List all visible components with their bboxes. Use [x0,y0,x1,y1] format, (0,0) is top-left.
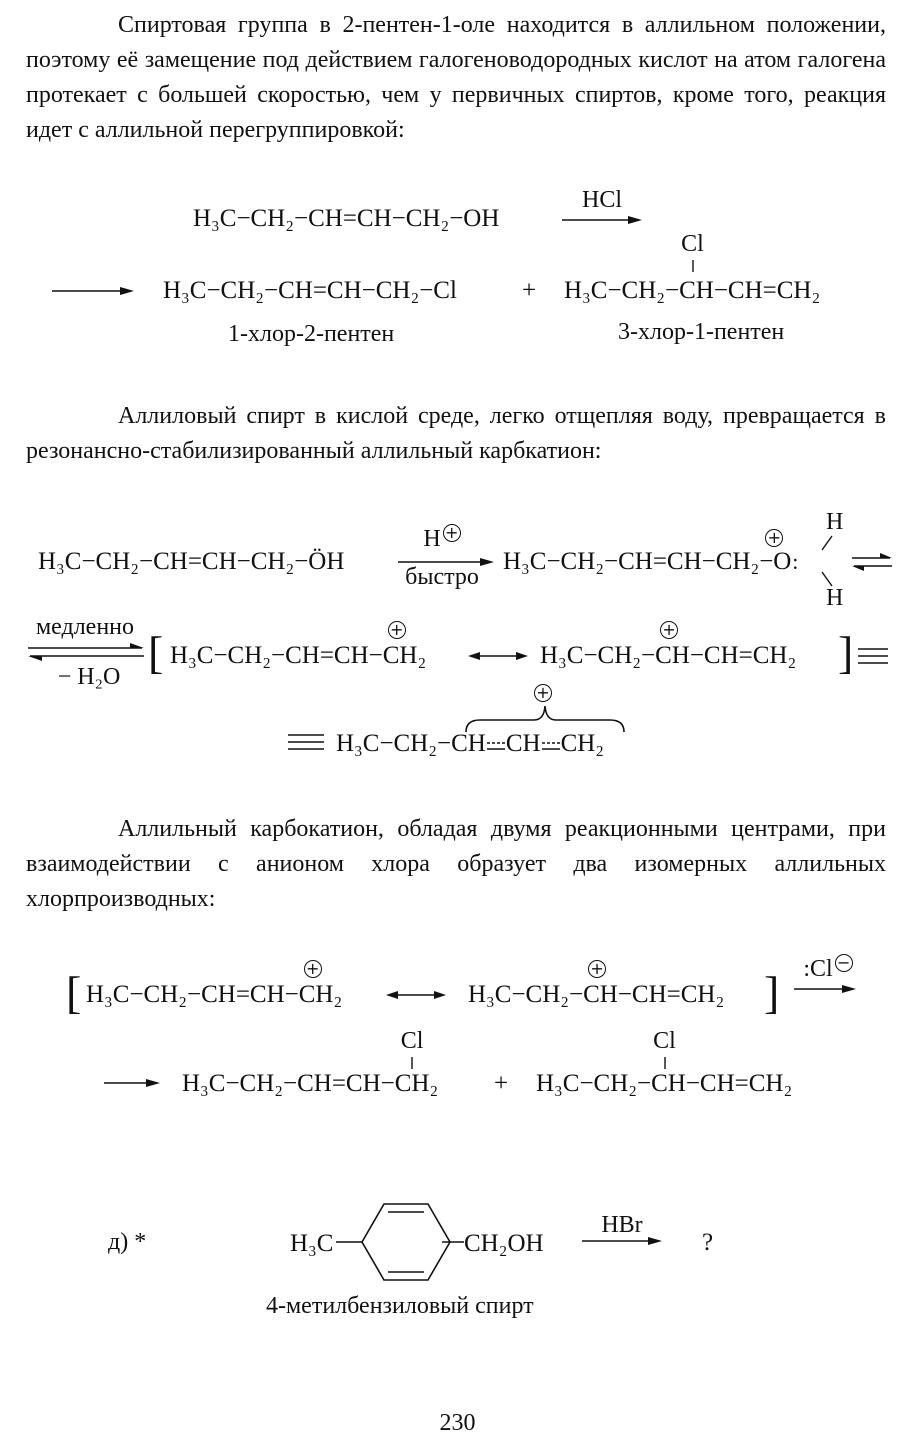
scheme1-product2 [564,231,821,306]
scheme2-resonance1 [170,620,427,671]
scheme3-res2-part-a: H₃C−CH₂− [468,981,584,1008]
scheme3-res1-chain: H₃C−CH₂−CH=CH− [86,981,299,1008]
scheme2-oxonium [503,528,799,577]
page-number: 230 [439,1410,476,1436]
scheme3-prod2-part-c: −CH=CH₂ [685,1070,793,1097]
scheme3-product2 [536,1028,793,1099]
scheme3-prod2-ch-text: CH [651,1070,686,1097]
scheme2-deloc-ch1: CH [451,730,486,757]
task-question: ? [702,1229,714,1256]
scheme2-reagent-bottom: быстро [405,564,479,590]
scheme3-prod1-chain: H₃C−CH₂−CH=CH− [182,1070,395,1097]
scheme2-resonance-arrow [468,650,528,662]
scheme2-oxonium-o [767,528,799,577]
scheme2-res2-part-a: H₃C−CH₂− [540,642,656,669]
scheme3-res2-ch [583,959,618,1010]
paragraph-allyl-cation: Аллиловый спирт в кислой среде, легко отщепляя воду, превращается в резонансно-стабилизированный аллильный карбкатион: [26,403,886,464]
scheme2-bracket-right: ] [838,627,854,678]
scheme3-reagent-minus-icon: − [835,954,853,972]
scheme1-reactant: H₃C−CH₂−CH=CH−CH₂−OH [193,205,500,232]
scheme3-prod2-part-a: H₃C−CH₂− [536,1070,652,1097]
scheme1-reagent: HCl [581,187,622,213]
scheme2-deloc-plus-icon: + [534,684,552,702]
scheme3-res1-ch2-text: CH₂ [298,981,343,1008]
scheme1-product2-part-c: −CH=CH₂ [713,277,821,304]
scheme2-res2-part-c: −CH=CH₂ [689,642,797,669]
scheme1-plus: + [522,277,537,304]
scheme1-product2-ch [679,231,714,306]
scheme3-continuation-arrow [104,1078,160,1088]
task-label: д) * [108,1229,147,1255]
scheme2-deloc-bond-2-lines [541,741,561,753]
scheme3-product1 [182,1028,439,1099]
scheme3-prod1-ch2 [394,1028,439,1099]
task-right-group: CH₂OH [464,1230,544,1257]
benzene-ring-icon [336,1200,464,1284]
scheme3-resonance2 [468,959,725,1010]
scheme1-product1: H₃C−CH₂−CH=CH−CH₂−Cl [163,277,457,304]
scheme2-resonance2 [540,620,797,671]
scheme2-slow-label: медленно [35,614,135,640]
scheme2-bracket-left: [ [148,627,164,678]
scheme2-equilibrium-arrow-1 [852,553,892,573]
scheme2-reactant: H₃C−CH₂−CH=CH−CH₂−ÖH [38,548,345,575]
scheme2-res1-ch2 [382,620,427,671]
scheme3-arrow [794,984,856,994]
scheme2-deloc-ch2: CH [505,730,541,757]
scheme3-prod2-ch [651,1028,686,1099]
scheme1-arrow [562,215,642,225]
scheme2-oxonium-colon: : [792,549,799,574]
scheme3-reagent-text: :Cl [803,956,833,982]
scheme3-resonance-arrow [386,989,446,1001]
scheme2-identity-sign-2 [288,732,324,752]
task-arrow [582,1236,662,1246]
scheme3-res2-ch-text: CH [583,981,618,1008]
scheme2-deloc-bond-1-lines [486,741,506,753]
scheme3-resonance1 [86,959,343,1010]
scheme3-bracket-right: ] [764,967,780,1018]
scheme2-reagent-h: H [423,526,441,552]
scheme3-plus: + [494,1070,509,1097]
scheme2-oxonium-plus-icon: + [765,529,783,547]
paragraph-chloride-attack: Аллильный карбокатион, обладая двумя реакционными центрами, при взаимодействии с анионом хлора образует два изомерных аллильных хлорпроизводных: [26,816,886,912]
scheme3-reagent [794,953,860,982]
scheme1-name1: 1-хлор-2-пентен [228,321,395,347]
scheme3-prod1-cl: Cl [400,1028,424,1054]
scheme2-identity-sign-1 [858,646,888,666]
scheme1-cl-bond [692,260,696,274]
scheme3-prod1-ch2-text: CH₂ [394,1070,439,1097]
scheme2-res2-plus-icon: + [660,621,678,639]
task-left-group: H₃C [290,1230,334,1257]
scheme1-product2-part-a: H₃C−CH₂− [564,277,680,304]
scheme2-res2-ch-text: CH [655,642,690,669]
scheme3-prod1-cl-bond [411,1057,415,1071]
scheme2-deloc-chain: H₃C−CH₂− [336,730,452,757]
scheme3-prod2-cl: Cl [653,1028,676,1054]
scheme3-prod2-cl-bond [664,1057,668,1071]
scheme1-continuation-arrow [52,286,134,296]
scheme3-res2-plus-icon: + [588,960,606,978]
scheme1-cl-substituent: Cl [681,231,704,257]
scheme2-reagent-plus-icon: + [443,524,461,542]
scheme2-deloc-ch3: CH₂ [560,730,605,757]
scheme2-res2-ch [655,620,690,671]
scheme2-res1-chain: H₃C−CH₂−CH=CH− [170,642,383,669]
scheme2-oxonium-h-bottom: H [826,585,844,611]
scheme2-oxonium-h-top: H [826,509,844,535]
scheme2-res1-ch2-text: CH₂ [382,642,427,669]
scheme2-oxonium-o-text: O [773,548,792,575]
scheme3-res2-part-c: −CH=CH₂ [617,981,725,1008]
scheme2-reagent-top [398,523,484,552]
scheme2-equilibrium-arrow-2 [28,643,144,663]
scheme1-product2-ch-text: CH [679,277,714,304]
scheme3-bracket-left: [ [66,967,82,1018]
scheme2-oxonium-bonds [812,530,842,590]
task-name: 4-метилбензиловый спирт [266,1293,534,1319]
scheme3-res1-ch2 [298,959,343,1010]
task-reagent: HBr [601,1212,643,1238]
paragraph-allyl-substitution: Спиртовая группа в 2-пентен-1-оле находится в аллильном положении, поэтому её замещение под действием галогеноводородных кислот на атом галогена протекает с большей скоростью, чем у первичных спиртов, кроме того, реакция идет с аллильной перегруппировкой: [26,12,886,143]
scheme2-res1-plus-icon: + [388,621,406,639]
scheme2-delocalization-brace [464,700,626,734]
scheme1-name2: 3-хлор-1-пентен [618,319,785,345]
scheme2-water-label: − H₂O [57,664,121,690]
scheme2-oxonium-chain: H₃C−CH₂−CH=CH−CH₂− [503,548,774,575]
scheme3-res1-plus-icon: + [304,960,322,978]
